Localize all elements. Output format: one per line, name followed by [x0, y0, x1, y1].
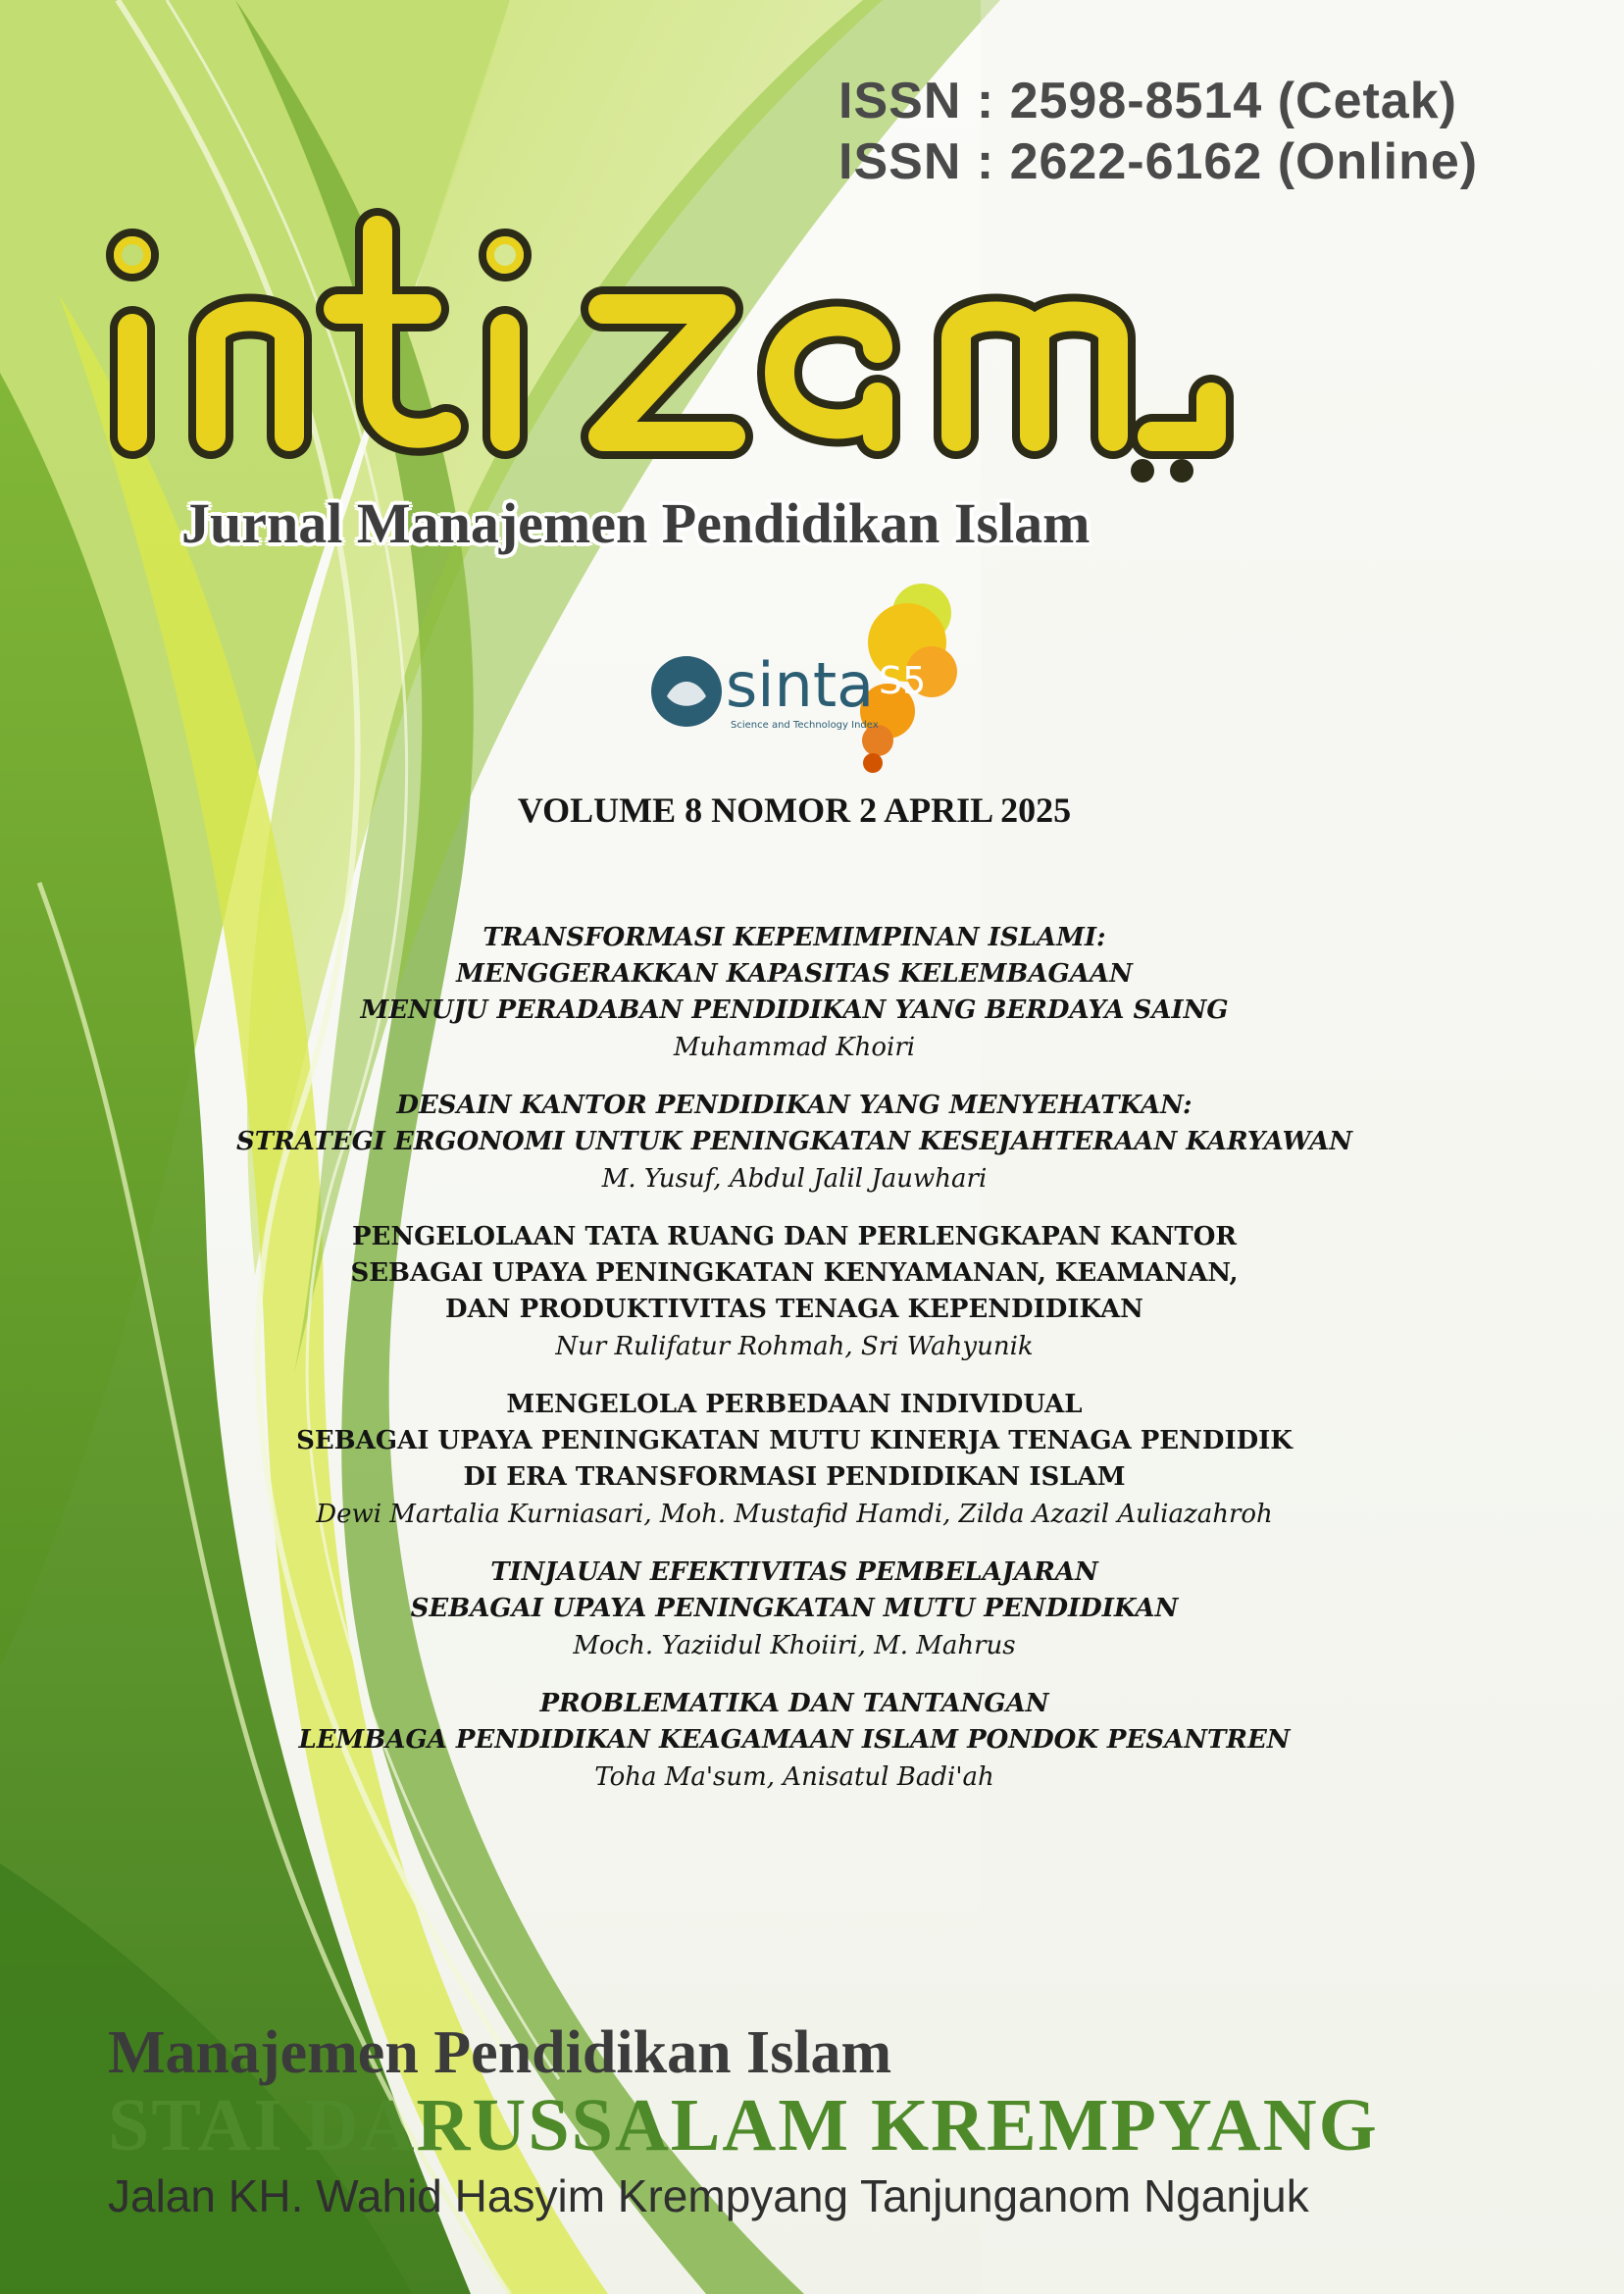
issn-block — [838, 71, 1584, 192]
article-title-line: SEBAGAI UPAYA PENINGKATAN KENYAMANAN, KEAMANAN, — [350, 1258, 1239, 1288]
article-authors: Toha Ma'sum, Anisatul Badi'ah — [594, 1762, 994, 1792]
article-title-line: PROBLEMATIKA DAN TANTANGAN — [539, 1689, 1049, 1718]
issn-online: ISSN : 2622-6162 (Online) — [838, 133, 1479, 190]
cover-footer — [108, 2019, 1579, 2224]
article-title-line: DI ERA TRANSFORMASI PENDIDIKAN ISLAM — [463, 1462, 1126, 1492]
issn-print: ISSN : 2598-8514 (Cetak) — [838, 73, 1457, 129]
article-title-line: SEBAGAI UPAYA PENINGKATAN MUTU PENDIDIKAN — [410, 1594, 1179, 1623]
volume-issue: VOLUME 8 NOMOR 2 APRIL 2025 — [517, 790, 1072, 830]
article-entry — [157, 1219, 1432, 1365]
sinta-tagline: Science and Technology Index — [731, 720, 879, 731]
table-of-contents — [157, 920, 1432, 1817]
article-title-line: SEBAGAI UPAYA PENINGKATAN MUTU KINERJA TENAGA PENDIDIK — [296, 1426, 1293, 1455]
footer-institution: STAI DARUSSALAM KREMPYANG — [108, 2084, 1379, 2167]
article-entry — [157, 920, 1432, 1066]
journal-subtitle: Jurnal Manajemen Pendidikan Islam — [181, 491, 1091, 555]
intizam-logo — [93, 201, 1388, 495]
sinta-badge — [637, 584, 971, 780]
article-title-line: TRANSFORMASI KEPEMIMPINAN ISLAMI: — [482, 923, 1106, 952]
article-title-line: TINJAUAN EFEKTIVITAS PEMBELAJARAN — [490, 1557, 1098, 1587]
footer-address: Jalan KH. Wahid Hasyim Krempyang Tanjunganom Nganjuk — [108, 2170, 1309, 2221]
sinta-rank: S5 — [879, 659, 927, 702]
article-entry — [157, 1686, 1432, 1796]
article-entry — [157, 1387, 1432, 1533]
article-title-line: STRATEGI ERGONOMI UNTUK PENINGKATAN KESEJAHTERAAN KARYAWAN — [235, 1127, 1353, 1156]
article-title-line: MENGELOLA PERBEDAAN INDIVIDUAL — [506, 1390, 1083, 1419]
article-title-line: DAN PRODUKTIVITAS TENAGA KEPENDIDIKAN — [445, 1295, 1143, 1324]
article-authors: Muhammad Khoiri — [673, 1033, 916, 1062]
article-title-line: DESAIN KANTOR PENDIDIKAN YANG MENYEHATKAN: — [396, 1091, 1193, 1120]
article-entry — [157, 1088, 1432, 1198]
article-title-line: MENGGERAKKAN KAPASITAS KELEMBAGAAN — [456, 959, 1133, 989]
article-authors: Nur Rulifatur Rohmah, Sri Wahyunik — [555, 1332, 1034, 1361]
article-authors: Dewi Martalia Kurniasari, Moh. Mustafid Hamdi, Zilda Azazil Auliazahroh — [316, 1500, 1273, 1529]
article-title-line: MENUJU PERADABAN PENDIDIKAN YANG BERDAYA SAING — [360, 995, 1229, 1025]
article-authors: Moch. Yaziidul Khoiiri, M. Mahrus — [573, 1631, 1016, 1660]
article-entry — [157, 1555, 1432, 1664]
sinta-wordmark: sinta — [726, 649, 875, 721]
article-authors: M. Yusuf, Abdul Jalil Jauwhari — [601, 1164, 988, 1194]
article-title-line: LEMBAGA PENDIDIKAN KEAGAMAAN ISLAM PONDOK PESANTREN — [298, 1725, 1291, 1755]
footer-program: Manajemen Pendidikan Islam — [108, 2019, 892, 2086]
article-title-line: PENGELOLAAN TATA RUANG DAN PERLENGKAPAN KANTOR — [351, 1222, 1238, 1251]
